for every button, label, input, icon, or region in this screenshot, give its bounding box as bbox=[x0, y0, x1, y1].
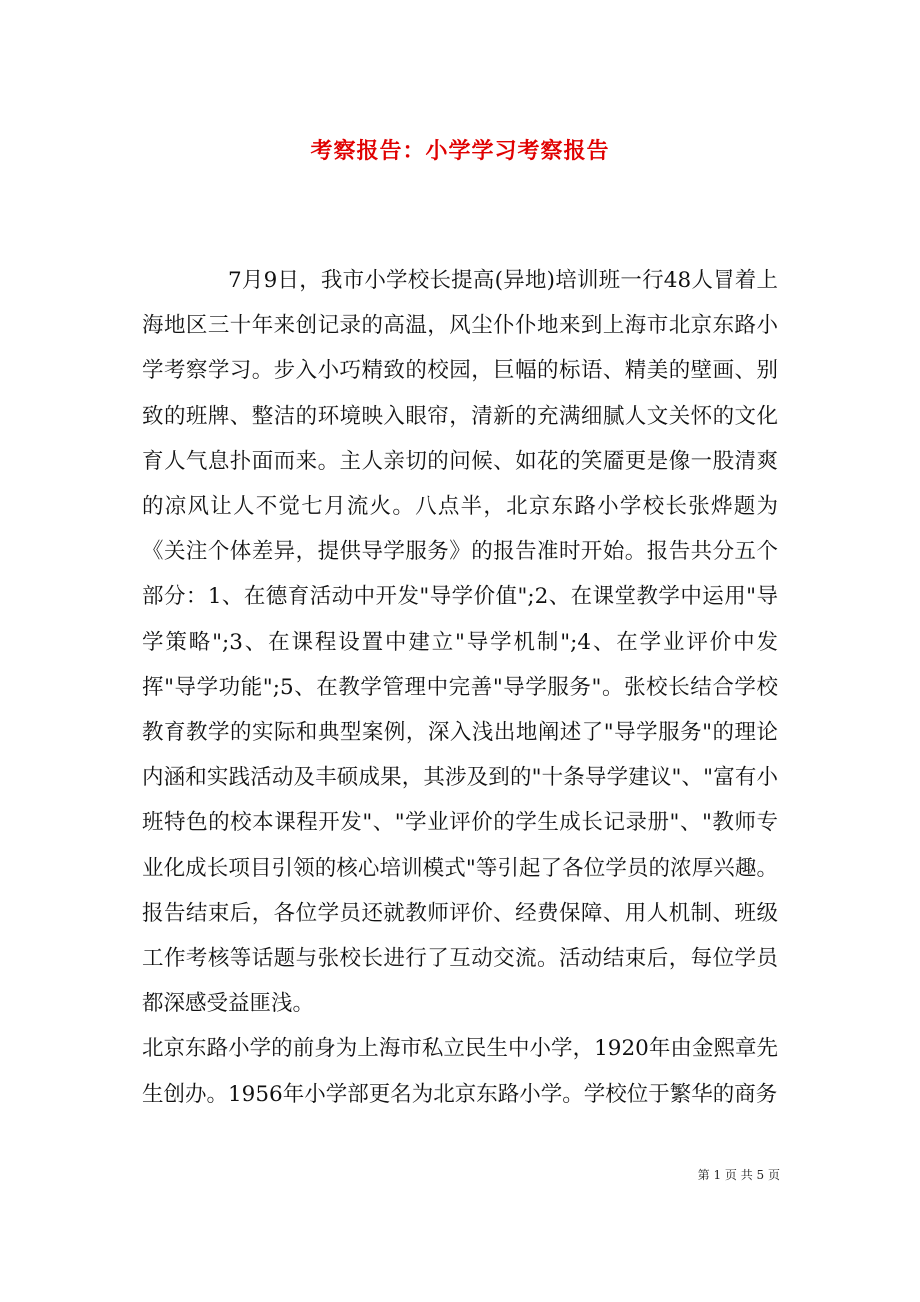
paragraph-1: 7月9日，我市小学校长提高(异地)培训班一行48人冒着上海地区三十年来创记录的高温，风尘仆仆地来到上海市北京东路小学考察学习。步入小巧精致的校园，巨幅的标语、精美的壁画、别致的班牌、整洁的环境映入眼帘，清新的充满细腻人文关怀的文化育人气息扑面而来。主人亲切的问候、如花的笑靥更是像一股清爽的凉风让人不觉七月流火。八点半，北京东路小学校长张烨题为《关注个体差异，提供导学服务》的报告准时开始。报告共分五个部分：1、在德育活动中开发"导学价值";2、在课堂教学中运用"导学策略";3、在课程设置中建立"导学机制";4、在学业评价中发挥"导学功能";5、在教学管理中完善"导学服务"。张校长结合学校教育教学的实际和典型案例，深入浅出地阐述了"导学服务"的理论内涵和实践活动及丰硕成果，其涉及到的"十条导学建议"、"富有小班特色的校本课程开发"、"学业评价的学生成长记录册"、"教师专业化成长项目引领的核心培训模式"等引起了各位学员的浓厚兴趣。报告结束后，各位学员还就教师评价、经费保障、用人机制、班级工作考核等话题与张校长进行了互动交流。活动结束后，每位学员都深感受益匪浅。 bbox=[142, 268, 778, 1017]
document-title: 考察报告：小学学习考察报告 bbox=[310, 137, 610, 164]
page-number: 第 1 页 共 5 页 bbox=[697, 1168, 780, 1182]
document-body bbox=[142, 258, 778, 1117]
paragraph-2: 北京东路小学的前身为上海市私立民生中小学，1920年由金熙章先生创办。1956年小学部更名为北京东路小学。学校位于繁华的商务 bbox=[142, 1036, 778, 1107]
